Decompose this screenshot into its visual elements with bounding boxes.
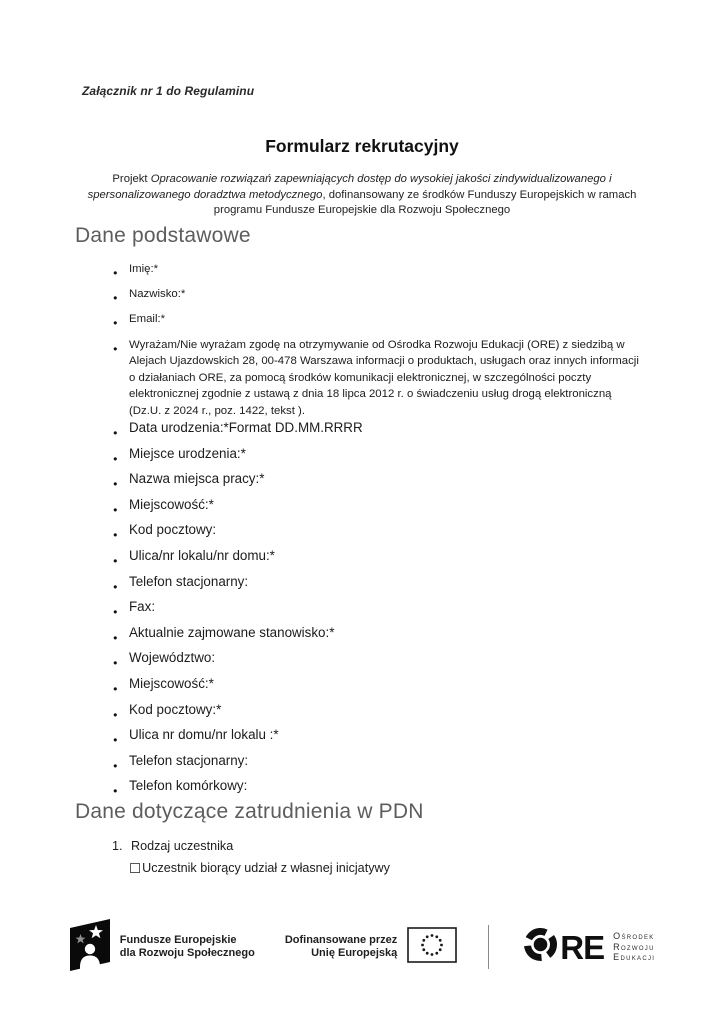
form-field-item: ● Telefon stacjonarny:: [112, 573, 672, 590]
consent-statement: ● Wyrażam/Nie wyrażam zgodę na otrzymywanie od Ośrodka Rozwoju Edukacji (ORE) z siedzibą w Alejach Ujazdowskich 28, 00-478 Warszawa informacji o produktach, usługach oraz innych informacji o działaniach ORE, za pomocą środków komunikacji elektronicznej, w szczególności poczty elektronicznej zgodnie z ustawą z dnia 18 lipca 2012 r. o świadczeniu usług drogą elektroniczną (Dz.U. z 2024 r., poz. 1422, tekst ).: [112, 337, 643, 419]
basic-fields-list-small: [112, 262, 652, 429]
form-field-item: ● Aktualnie zajmowane stanowisko:*: [112, 624, 672, 641]
form-field-item: ● Kod pocztowy:: [112, 521, 672, 538]
ore-full-name: [613, 931, 655, 963]
form-field-item: ● Ulica/nr lokalu/nr domu:*: [112, 547, 672, 564]
item-label: Rodzaj uczestnika: [131, 839, 234, 853]
footer-logos: [0, 912, 724, 982]
ore-o-mark-icon: [522, 926, 559, 968]
ore-name-line2: Rozwoju: [613, 941, 655, 952]
eu-label-line1: Dofinansowane przez: [284, 933, 398, 946]
ore-name-line1: Ośrodek: [613, 931, 655, 942]
eu-funding-label: [285, 934, 397, 961]
form-field-item: ● Miejscowość:*: [112, 675, 672, 692]
attachment-note: Załącznik nr 1 do Regulaminu: [82, 84, 255, 98]
form-field-item: ● Telefon stacjonarny:: [112, 752, 672, 769]
form-field-item: ● Imię:*: [112, 262, 652, 277]
form-field-item: ● Miejsce urodzenia:*: [112, 445, 672, 462]
footer-divider: [488, 925, 489, 969]
basic-fields-list-large: [112, 419, 672, 803]
intro-suffix: , dofinansowany ze środków Funduszy Europejskich w ramach programu Fundusze Europejskie dla Rozwoju Społecznego: [213, 188, 637, 216]
document-title: Formularz rekrutacyjny: [265, 136, 459, 156]
ore-acronym: [522, 926, 604, 968]
project-description: [72, 172, 652, 219]
form-field-item: ● Nazwa miejsca pracy:*: [112, 470, 672, 487]
checkbox-option-own-initiative: [129, 860, 390, 876]
fundusze-europejskie-flag-icon: [69, 919, 111, 976]
form-field-item: ● Kod pocztowy:*: [112, 701, 672, 718]
checkbox-label: Uczestnik biorący udział z własnej inicjatywy: [142, 861, 390, 875]
fe-label-line1: Fundusze Europejskie: [119, 933, 237, 946]
ore-name-line3: Edukacji: [613, 952, 656, 963]
fe-label-line2: dla Rozwoju Społecznego: [119, 947, 255, 959]
ore-logo: [522, 926, 655, 968]
form-field-item: ● Email:*: [112, 312, 652, 327]
eu-label-line2: Unię Europejską: [311, 947, 398, 959]
form-field-item: ● Fax:: [112, 598, 672, 615]
fundusze-europejskie-logo-block: [69, 919, 255, 976]
eu-flag-icon: [407, 927, 457, 968]
numbered-item-participant-type: [112, 839, 233, 853]
item-number: 1.: [112, 839, 123, 853]
form-field-item: ● Ulica nr domu/nr lokalu :*: [112, 726, 672, 743]
section-heading-basic-data: Dane podstawowe: [75, 224, 251, 247]
ore-letters: RE: [560, 928, 605, 966]
intro-project-name: Opracowanie rozwiązań zapewniających dostęp do wysokiej jakości zindywidualizowanego i spersonalizowanego doradztwa metodycznego: [87, 173, 612, 201]
form-field-item: ● Telefon komórkowy:: [112, 777, 672, 794]
form-field-item: ● Data urodzenia:*Format DD.MM.RRRR: [112, 419, 672, 436]
fundusze-europejskie-label: [120, 934, 255, 961]
intro-prefix: Projekt: [112, 173, 151, 185]
checkbox-icon: ☐: [129, 861, 142, 876]
form-field-item: ● Nazwisko:*: [112, 287, 652, 302]
form-field-item: ● Miejscowość:*: [112, 496, 672, 513]
section-heading-employment: Dane dotyczące zatrudnienia w PDN: [75, 800, 424, 823]
form-field-item: ● Województwo:: [112, 649, 672, 666]
